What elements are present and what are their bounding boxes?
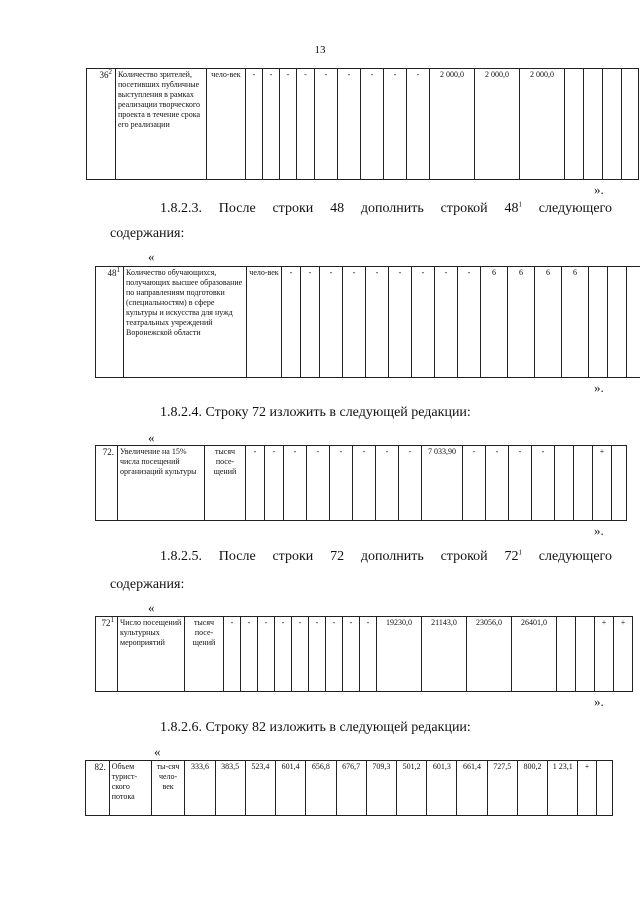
cell-dash: - bbox=[307, 446, 330, 521]
cell-dash: - bbox=[326, 617, 343, 692]
cell-dash: - bbox=[463, 446, 486, 521]
cell-dash: - bbox=[360, 617, 377, 692]
paragraph-1-8-2-5-line2: содержания: bbox=[110, 577, 185, 592]
cell-dash: - bbox=[309, 617, 326, 692]
cell-dash: - bbox=[297, 69, 315, 180]
cell-dash: - bbox=[246, 446, 265, 521]
closing-quote: ». bbox=[594, 523, 604, 538]
cell-dash: - bbox=[263, 69, 280, 180]
cell-dash: - bbox=[435, 267, 458, 378]
cell-dash: - bbox=[282, 267, 301, 378]
cell-dash: - bbox=[241, 617, 258, 692]
opening-quote: « bbox=[148, 249, 155, 264]
cell-empty bbox=[622, 69, 639, 180]
cell-dash: - bbox=[284, 446, 307, 521]
cell-value: 333,6 bbox=[185, 761, 215, 816]
paragraph-1-8-2-3: 1.8.2.3. После строки 48 дополнить строкой $48^1$ следующего bbox=[160, 200, 612, 216]
cell-empty bbox=[574, 446, 593, 521]
paragraph-1-8-2-3-line2: содержания: bbox=[110, 226, 185, 241]
table-row-72-1 bbox=[95, 616, 633, 692]
cell-plus: + bbox=[578, 761, 596, 816]
cell-value: 6 bbox=[535, 267, 562, 378]
cell-value: 23056,0 bbox=[467, 617, 512, 692]
opening-quote: « bbox=[148, 600, 155, 615]
table-row-82 bbox=[85, 760, 613, 816]
cell-dash: - bbox=[330, 446, 353, 521]
opening-quote: « bbox=[154, 744, 161, 759]
cell-value: 26401,0 bbox=[512, 617, 557, 692]
paragraph-1-8-2-5: 1.8.2.5. После строки 72 дополнить строкой $72^1$ следующего bbox=[160, 548, 612, 564]
closing-quote: ». bbox=[594, 694, 604, 709]
cell-empty bbox=[584, 69, 603, 180]
row-number: 72. bbox=[96, 446, 118, 521]
cell-value: 601,3 bbox=[427, 761, 457, 816]
page-number: 13 bbox=[314, 44, 326, 56]
cell-dash: - bbox=[509, 446, 532, 521]
cell-dash: - bbox=[384, 69, 407, 180]
row-number: $48^1$ bbox=[96, 267, 124, 378]
cell-dash: - bbox=[353, 446, 376, 521]
cell-dash: - bbox=[246, 69, 263, 180]
cell-empty bbox=[589, 267, 608, 378]
row-number: $36^2$ bbox=[87, 69, 116, 180]
table-row-48-1 bbox=[95, 266, 640, 378]
table-row-36-2 bbox=[86, 68, 639, 180]
cell-empty bbox=[576, 617, 595, 692]
cell-value: 709,3 bbox=[366, 761, 396, 816]
cell-value: 661,4 bbox=[457, 761, 487, 816]
cell-value: 501,2 bbox=[396, 761, 426, 816]
cell-value: 6 bbox=[562, 267, 589, 378]
cell-value: 523,4 bbox=[245, 761, 275, 816]
cell-value: 21143,0 bbox=[422, 617, 467, 692]
cell-value: 656,8 bbox=[306, 761, 336, 816]
cell-dash: - bbox=[315, 69, 338, 180]
cell-value: 7 033,90 bbox=[422, 446, 463, 521]
cell-empty bbox=[612, 446, 627, 521]
cell-value: 19230,0 bbox=[377, 617, 422, 692]
cell-value: 800,2 bbox=[517, 761, 547, 816]
table-row-72 bbox=[95, 445, 627, 521]
cell-dash: - bbox=[458, 267, 481, 378]
cell-dash: - bbox=[343, 267, 366, 378]
cell-empty bbox=[555, 446, 574, 521]
cell-dash: - bbox=[389, 267, 412, 378]
cell-dash: - bbox=[275, 617, 292, 692]
cell-dash: - bbox=[361, 69, 384, 180]
cell-empty bbox=[596, 761, 612, 816]
cell-empty bbox=[603, 69, 622, 180]
cell-value: 6 bbox=[508, 267, 535, 378]
cell-empty bbox=[627, 267, 640, 378]
row-description: Число посещений культурных мероприятий bbox=[118, 617, 185, 692]
cell-dash: - bbox=[399, 446, 422, 521]
cell-dash: - bbox=[338, 69, 361, 180]
cell-value: 601,4 bbox=[276, 761, 306, 816]
row-unit: чело-век bbox=[247, 267, 282, 378]
cell-empty bbox=[565, 69, 584, 180]
closing-quote: ». bbox=[594, 380, 604, 395]
cell-dash: - bbox=[280, 69, 297, 180]
row-number: $72^1$ bbox=[96, 617, 118, 692]
cell-dash: - bbox=[366, 267, 389, 378]
cell-plus: + bbox=[614, 617, 633, 692]
cell-value: 6 bbox=[481, 267, 508, 378]
cell-dash: - bbox=[265, 446, 284, 521]
row-number: 82. bbox=[86, 761, 110, 816]
cell-dash: - bbox=[376, 446, 399, 521]
cell-value: 2 000,0 bbox=[430, 69, 475, 180]
cell-empty bbox=[608, 267, 627, 378]
cell-dash: - bbox=[412, 267, 435, 378]
row-description: Количество зрителей, посетивших публичные выступления в рамках реализации творческого проекта в течение срока его реализации bbox=[116, 69, 207, 180]
row-description: Объем турист-ского потока bbox=[109, 761, 151, 816]
paragraph-1-8-2-6: 1.8.2.6. Строку 82 изложить в следующей редакции: bbox=[160, 720, 471, 735]
row-unit: чело-век bbox=[207, 69, 246, 180]
cell-dash: - bbox=[343, 617, 360, 692]
cell-dash: - bbox=[292, 617, 309, 692]
cell-dash: - bbox=[532, 446, 555, 521]
cell-plus: + bbox=[593, 446, 612, 521]
cell-dash: - bbox=[486, 446, 509, 521]
cell-value: 1 23,1 bbox=[548, 761, 578, 816]
row-description: Увеличение на 15% числа посещений организаций культуры bbox=[118, 446, 205, 521]
cell-dash: - bbox=[407, 69, 430, 180]
cell-value: 383,5 bbox=[215, 761, 245, 816]
row-unit: тысяч посе-щений bbox=[205, 446, 246, 521]
cell-value: 676,7 bbox=[336, 761, 366, 816]
cell-empty bbox=[557, 617, 576, 692]
cell-value: 2 000,0 bbox=[520, 69, 565, 180]
cell-dash: - bbox=[320, 267, 343, 378]
cell-dash: - bbox=[224, 617, 241, 692]
cell-value: 727,5 bbox=[487, 761, 517, 816]
cell-dash: - bbox=[258, 617, 275, 692]
row-unit: ты-сяч чело-век bbox=[151, 761, 184, 816]
row-description: Количество обучающихся, получающих высшее образование по направлениям подготовки (специальностям) в сфере культуры и искусства для нужд театральных учреждений Воронежской области bbox=[124, 267, 247, 378]
paragraph-1-8-2-4: 1.8.2.4. Строку 72 изложить в следующей редакции: bbox=[160, 405, 471, 420]
cell-value: 2 000,0 bbox=[475, 69, 520, 180]
closing-quote: ». bbox=[594, 182, 604, 197]
cell-plus: + bbox=[595, 617, 614, 692]
opening-quote: « bbox=[148, 430, 155, 445]
row-unit: тысяч посе-щений bbox=[185, 617, 224, 692]
cell-dash: - bbox=[301, 267, 320, 378]
